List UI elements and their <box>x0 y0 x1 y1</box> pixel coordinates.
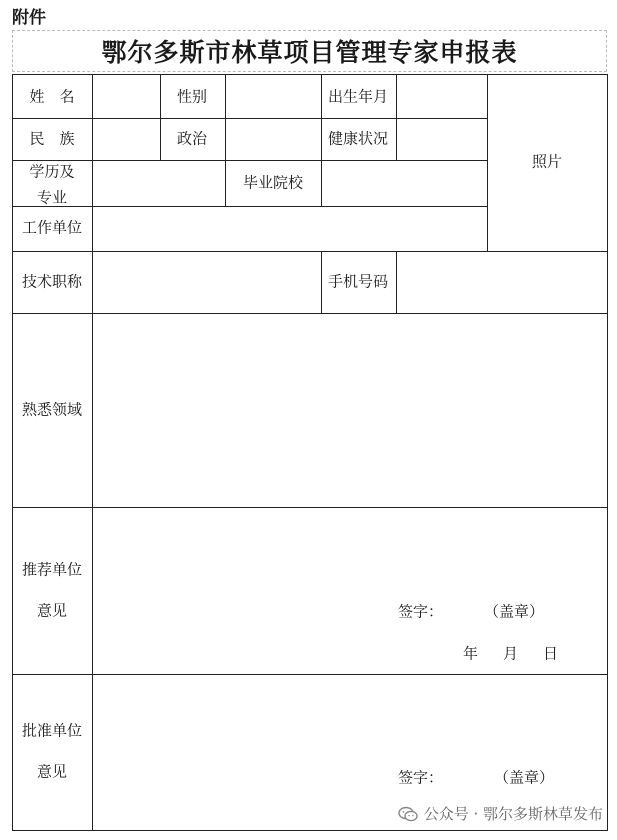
health-input-cell[interactable] <box>397 119 487 160</box>
label-education: 学历及 <box>29 162 75 181</box>
column-divider <box>160 74 161 160</box>
label-health: 健康状况 <box>327 129 389 148</box>
label-gender: 性别 <box>176 87 208 106</box>
employer-input-cell[interactable] <box>93 207 487 251</box>
education-input-cell[interactable] <box>93 161 225 206</box>
recommend-seal-label: （盖章） <box>484 602 545 621</box>
recommend-sign-label: 签字： <box>398 602 444 621</box>
column-divider <box>321 251 322 313</box>
label-recommend: 推荐单位 <box>21 560 83 579</box>
source-watermark <box>398 803 603 824</box>
expertise-input-cell[interactable] <box>93 314 607 507</box>
gender-input-cell[interactable] <box>226 75 321 118</box>
label-recommend-opinion: 意见 <box>36 601 68 620</box>
politics-input-cell[interactable] <box>226 119 321 160</box>
table-border-left <box>12 74 13 831</box>
approve-seal-label: （盖章） <box>494 768 555 787</box>
recommend-year-label: 年 <box>463 644 479 663</box>
label-school: 毕业院校 <box>242 173 304 192</box>
table-border-bottom <box>12 830 608 831</box>
recommend-month-label: 月 <box>503 644 519 663</box>
table-border-right <box>607 74 608 831</box>
label-approve-opinion: 意见 <box>36 762 68 781</box>
label-photo: 照片 <box>531 152 563 171</box>
approve-input-cell[interactable] <box>93 675 607 765</box>
birth-input-cell[interactable] <box>397 75 487 118</box>
form-title-box <box>12 30 607 72</box>
label-employer: 工作单位 <box>21 218 83 237</box>
source-text: 公众号 · 鄂尔多斯林草发布 <box>423 805 603 823</box>
label-birth: 出生年月 <box>327 87 389 106</box>
label-phone: 手机号码 <box>327 272 389 291</box>
recommend-day-label: 日 <box>543 644 559 663</box>
photo-cell[interactable] <box>488 75 607 251</box>
title-rank-input-cell[interactable] <box>93 252 321 313</box>
label-ethnicity: 民 族 <box>29 129 75 148</box>
label-approve: 批准单位 <box>21 721 83 740</box>
name-input-cell[interactable] <box>93 75 160 118</box>
attachment-label: 附件 <box>12 8 46 28</box>
label-name: 姓 名 <box>29 87 75 106</box>
school-input-cell[interactable] <box>322 161 487 206</box>
label-major: 专业 <box>36 188 68 207</box>
label-expertise: 熟悉领域 <box>21 400 83 419</box>
form-title: 鄂尔多斯市林草项目管理专家申报表 <box>101 38 518 67</box>
recommend-input-cell[interactable] <box>93 508 607 598</box>
wechat-icon <box>398 806 418 822</box>
ethnicity-input-cell[interactable] <box>93 119 160 160</box>
label-politics: 政治 <box>176 129 208 148</box>
approve-sign-label: 签字： <box>398 768 444 787</box>
phone-input-cell[interactable] <box>397 252 607 313</box>
label-title-rank: 技术职称 <box>21 272 83 291</box>
